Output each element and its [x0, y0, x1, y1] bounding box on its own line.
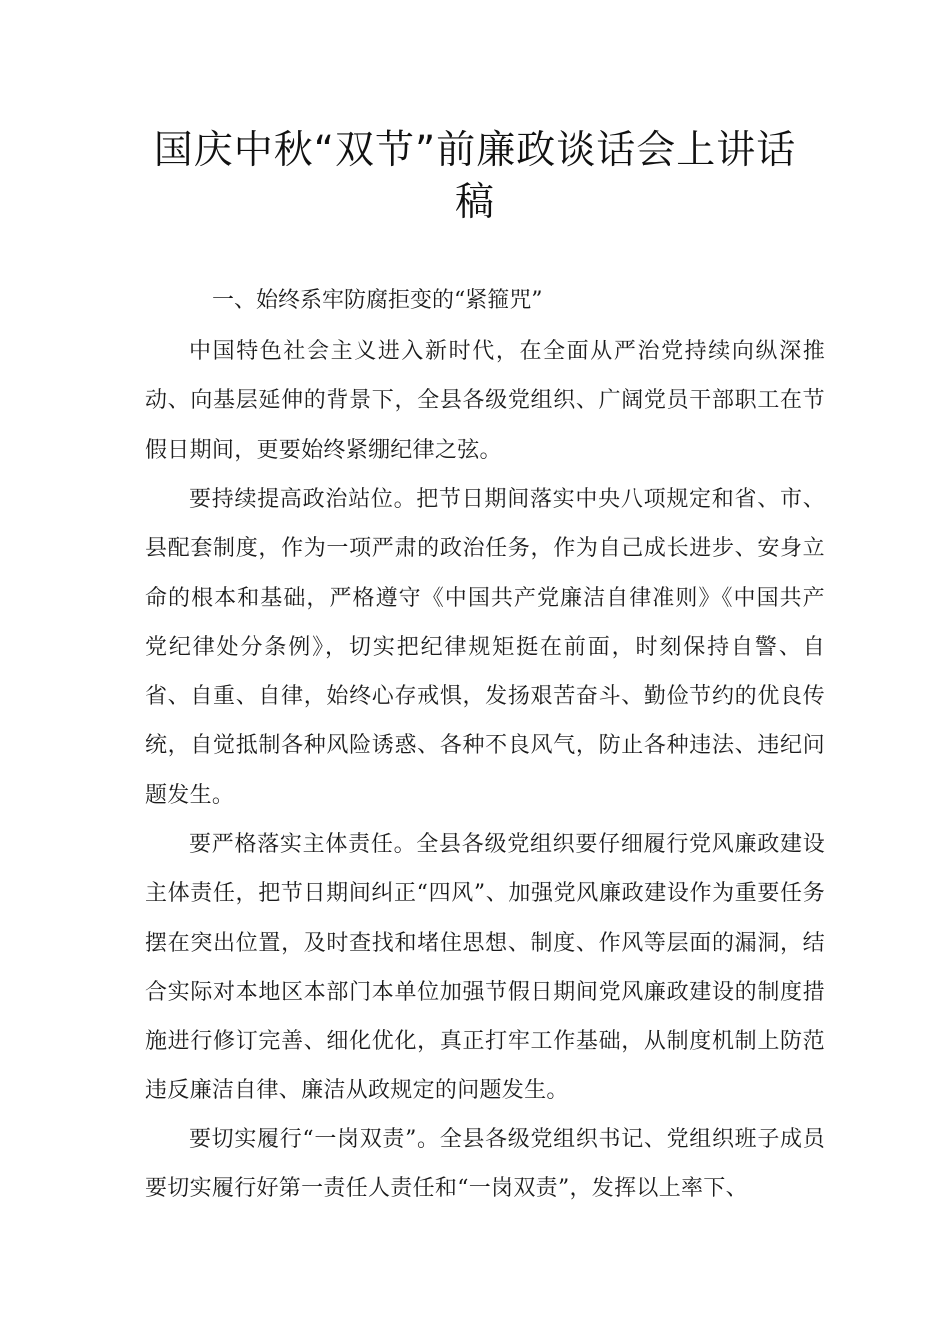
section-heading: 一、始终系牢防腐拒变的“紧箍咒”	[212, 288, 543, 313]
paragraph-2: 要持续提高政治站位。把节日期间落实中央八项规定和省、市、县配套制度，作为一项严肃的政治任务，作为自己成长进步、安身立命的根本和基础，严格遵守《中国共产党廉洁自律准则》《中国共产党纪律处分条例》，切实把纪律规矩挺在前面，时刻保持自警、自省、自重、自律，始终心存戒惧，发扬艰苦奋斗、勤俭节约的优良传统，自觉抵制各种风险诱惑、各种不良风气，防止各种违法、违纪问题发生。	[145, 487, 825, 808]
document-title: 国庆中秋“双节”前廉政谈话会上讲话稿	[153, 128, 797, 225]
paragraph-4: 要切实履行“一岗双责”。全县各级党组织书记、党组织班子成员要切实履行好第一责任人责任和“一岗双责”，发挥以上率下、	[145, 1127, 825, 1202]
paragraph-3: 要严格落实主体责任。全县各级党组织要仔细履行党风廉政建设主体责任，把节日期间纠正“四风”、加强党风廉政建设作为重要任务摆在突出位置，及时查找和堵住思想、制度、作风等层面的漏洞，结合实际对本地区本部门本单位加强节假日期间党风廉政建设的制度措施进行修订完善、细化优化，真正打牢工作基础，从制度机制上防范违反廉洁自律、廉洁从政规定的问题发生。	[145, 832, 825, 1104]
paragraph-1: 中国特色社会主义进入新时代，在全面从严治党持续向纵深推动、向基层延伸的背景下，全县各级党组织、广阔党员干部职工在节假日期间，更要始终紧绷纪律之弦。	[145, 339, 825, 463]
